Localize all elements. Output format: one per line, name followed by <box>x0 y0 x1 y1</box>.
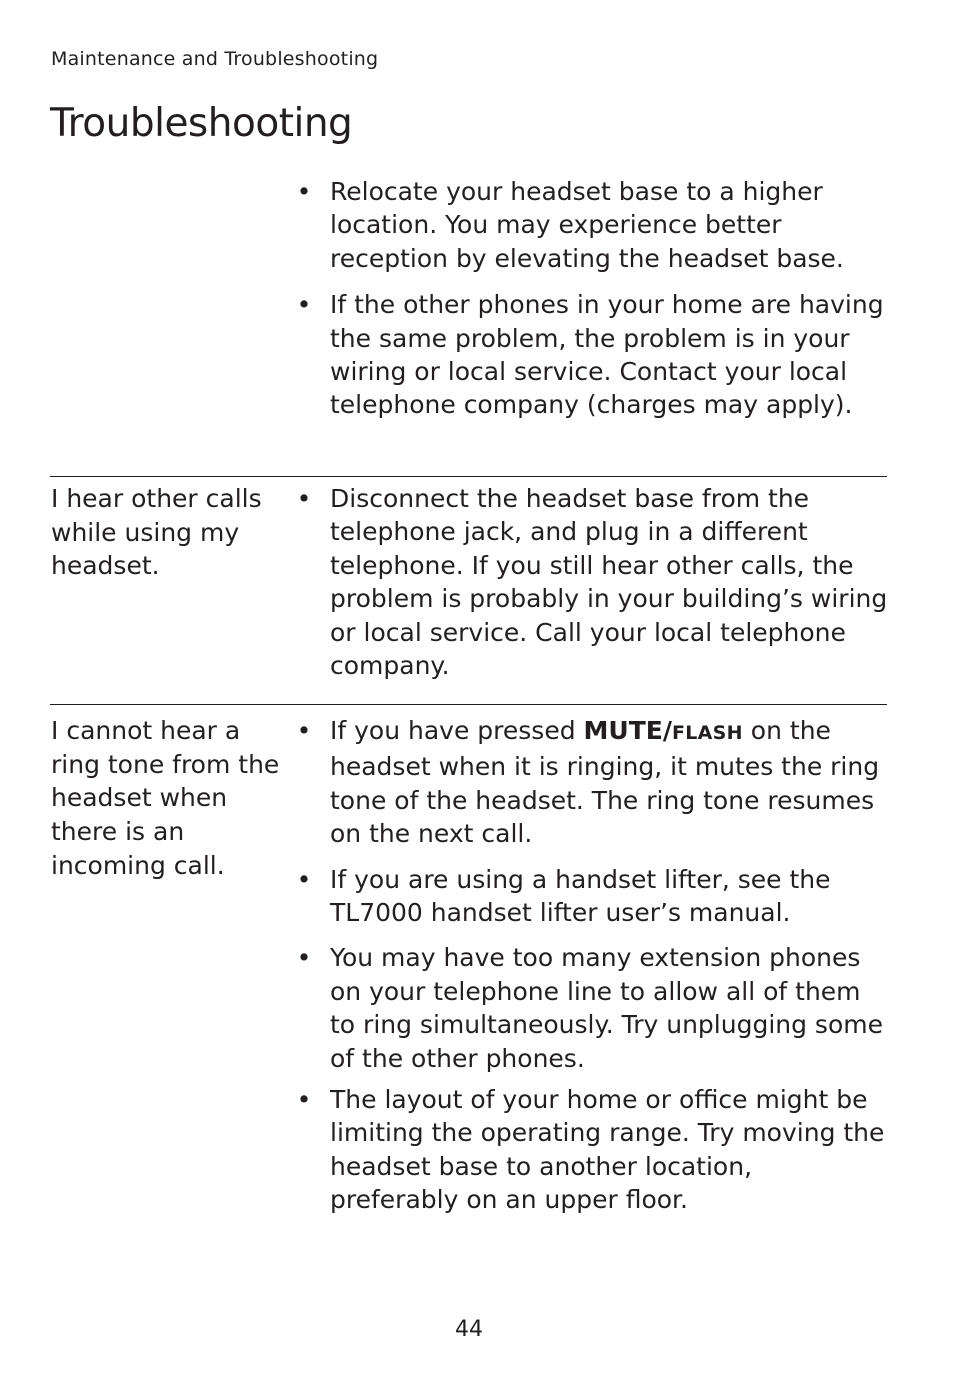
solution-text-after: on the headset when it is ringing, it mutes the ring tone of the headset. The ring tone resumes on the next call. <box>330 716 880 849</box>
bullet-icon: • <box>296 716 312 745</box>
bullet-icon: • <box>296 1085 312 1115</box>
solution-list <box>296 175 888 422</box>
page-title: Troubleshooting <box>50 101 353 146</box>
problem-text: I cannot hear a ring tone from the headset when there is an incoming call. <box>51 716 280 880</box>
solution-text <box>330 716 879 848</box>
solution-list <box>296 714 888 1217</box>
solution-item <box>296 863 888 930</box>
bullet-icon: • <box>296 943 312 973</box>
solution-text: Relocate your headset base to a higher location. You may experience better reception by elevating the headset base. <box>330 177 844 273</box>
bullet-icon: • <box>296 290 312 320</box>
solution-item <box>296 941 888 1075</box>
row-divider <box>50 704 887 705</box>
section-label: Maintenance and Troubleshooting <box>51 48 379 70</box>
bullet-icon: • <box>296 484 312 513</box>
bullet-icon: • <box>296 864 312 894</box>
solution-list <box>296 482 888 682</box>
row-divider <box>50 476 887 477</box>
solution-text: If the other phones in your home are having the same problem, the problem is in your wiring or local service. Contact your local telephone company (charges may apply). <box>330 290 884 420</box>
page-number: 44 <box>455 1317 483 1342</box>
solution-item <box>296 288 888 422</box>
solution-text-before: If you have pressed <box>330 716 584 745</box>
mute-key-label: MUTE/ <box>583 716 672 745</box>
solution-item <box>296 714 888 851</box>
solution-item <box>296 482 888 682</box>
solution-item <box>296 1083 888 1217</box>
flash-key-label: FLASH <box>671 722 743 744</box>
bullet-icon: • <box>296 177 312 206</box>
solution-text: If you are using a handset lifter, see the TL7000 handset lifter user’s manual. <box>330 864 831 928</box>
solution-text: Disconnect the headset base from the telephone jack, and plug in a different telephone. If you still hear other calls, the problem is probably in your building’s wiring or local service. Call your local telephone company. <box>330 484 888 681</box>
solution-text: The layout of your home or office might be limiting the operating range. Try moving the headset base to another location, preferably on an upper floor. <box>330 1085 885 1215</box>
solution-item <box>296 175 888 275</box>
problem-text: I hear other calls while using my headset. <box>51 484 262 581</box>
solution-text: You may have too many extension phones on your telephone line to allow all of them to ring simultaneously. Try unplugging some of the other phones. <box>330 943 883 1073</box>
